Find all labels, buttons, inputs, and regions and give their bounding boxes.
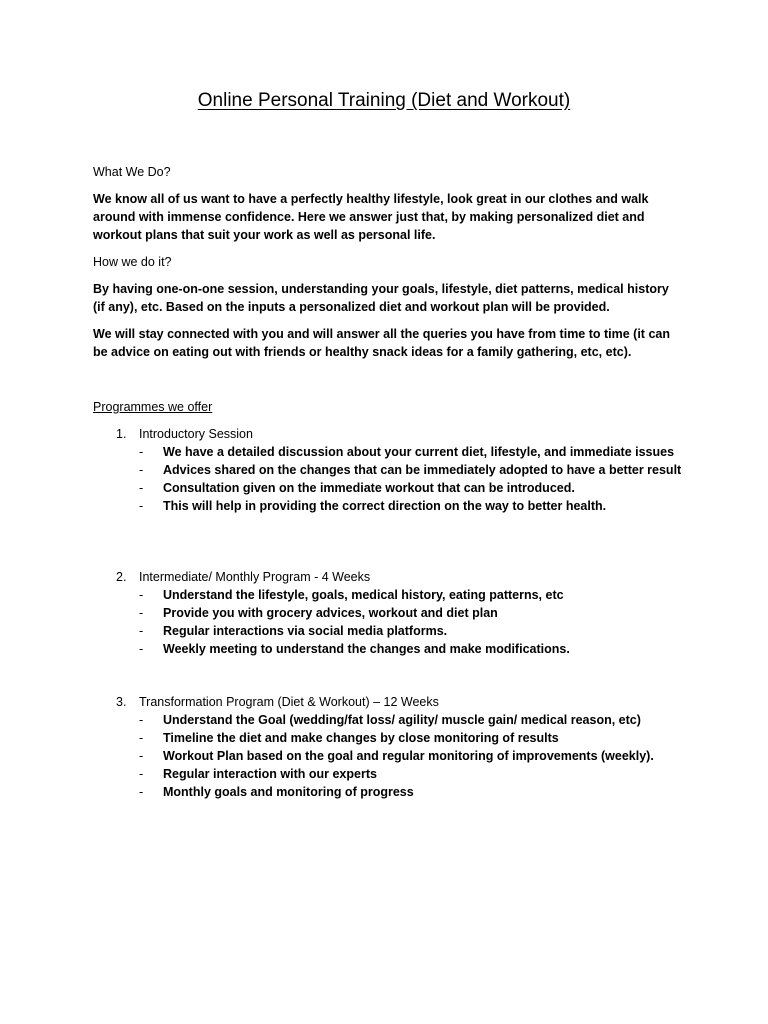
how-we-do-it-body-1: By having one-on-one session, understanding your goals, lifestyle, diet patterns, medical history (if any), etc. Based on the inputs a personalized diet and workout plan will be provided. — [93, 282, 669, 314]
list-item — [116, 640, 686, 658]
list-item — [116, 711, 686, 729]
list-item — [116, 586, 686, 604]
dash-bullet: - — [139, 624, 144, 638]
list-item — [116, 461, 686, 479]
dash-bullet: - — [139, 463, 144, 477]
programme-1-number: 1. — [116, 427, 127, 441]
dash-bullet: - — [139, 749, 144, 763]
programme-3-list — [116, 711, 686, 801]
what-we-do-body: We know all of us want to have a perfectly healthy lifestyle, look great in our clothes and walk around with immense confidence. Here we answer just that, by making personalized diet and workout plans that suit your work as well as personal life. — [93, 192, 649, 242]
programme-3 — [116, 693, 686, 801]
list-item-text: Timeline the diet and make changes by close monitoring of results — [163, 731, 559, 745]
dash-bullet: - — [139, 767, 144, 781]
programme-1-name: Introductory Session — [139, 427, 253, 441]
dash-bullet: - — [139, 606, 144, 620]
list-item — [116, 729, 686, 747]
dash-bullet: - — [139, 713, 144, 727]
programme-3-heading — [116, 693, 686, 711]
what-we-do-heading: What We Do? — [93, 165, 171, 179]
programme-2-list — [116, 586, 686, 658]
list-item — [116, 747, 686, 765]
programme-1-heading — [116, 425, 686, 443]
programme-3-name: Transformation Program (Diet & Workout) – 12 Weeks — [139, 695, 439, 709]
list-item — [116, 622, 686, 640]
programme-3-number: 3. — [116, 695, 127, 709]
list-item — [116, 783, 686, 801]
programme-2 — [116, 568, 686, 658]
dash-bullet: - — [139, 445, 144, 459]
list-item — [116, 604, 686, 622]
how-we-do-it-body-2: We will stay connected with you and will answer all the queries you have from time to time (it can be advice on eating out with friends or healthy snack ideas for a family gathering, etc, etc). — [93, 327, 670, 359]
list-item-text: Monthly goals and monitoring of progress — [163, 785, 414, 799]
list-item-text: Consultation given on the immediate workout that can be introduced. — [163, 481, 575, 495]
programme-2-name: Intermediate/ Monthly Program - 4 Weeks — [139, 570, 371, 584]
programmes-heading — [93, 398, 683, 416]
list-item-text: Advices shared on the changes that can be immediately adopted to have a better result — [163, 463, 682, 477]
programme-1-list — [116, 443, 686, 515]
list-item-text: Provide you with grocery advices, workout and diet plan — [163, 606, 498, 620]
list-item-text: Regular interaction with our experts — [163, 767, 377, 781]
list-item — [116, 443, 686, 461]
list-item — [116, 497, 686, 515]
list-item-text: Weekly meeting to understand the changes and make modifications. — [163, 642, 570, 656]
list-item — [116, 479, 686, 497]
dash-bullet: - — [139, 499, 144, 513]
dash-bullet: - — [139, 785, 144, 799]
list-item-text: Understand the lifestyle, goals, medical history, eating patterns, etc — [163, 588, 564, 602]
dash-bullet: - — [139, 481, 144, 495]
programme-1 — [116, 425, 686, 515]
programme-2-number: 2. — [116, 570, 127, 584]
list-item-text: We have a detailed discussion about your current diet, lifestyle, and immediate issues — [163, 445, 675, 459]
list-item-text: Understand the Goal (wedding/fat loss/ agility/ muscle gain/ medical reason, etc) — [163, 713, 641, 727]
list-item-text: Workout Plan based on the goal and regular monitoring of improvements (weekly). — [163, 749, 654, 763]
list-item-text: Regular interactions via social media platforms. — [163, 624, 448, 638]
how-we-do-it-heading: How we do it? — [93, 255, 172, 269]
document-title-text: Online Personal Training (Diet and Workout) — [197, 90, 571, 111]
dash-bullet: - — [139, 731, 144, 745]
list-item — [116, 765, 686, 783]
programme-2-heading — [116, 568, 686, 586]
programmes-heading-text: Programmes we offer — [93, 400, 213, 414]
document-title — [0, 89, 768, 113]
dash-bullet: - — [139, 642, 144, 656]
dash-bullet: - — [139, 588, 144, 602]
list-item-text: This will help in providing the correct direction on the way to better health. — [163, 499, 607, 513]
